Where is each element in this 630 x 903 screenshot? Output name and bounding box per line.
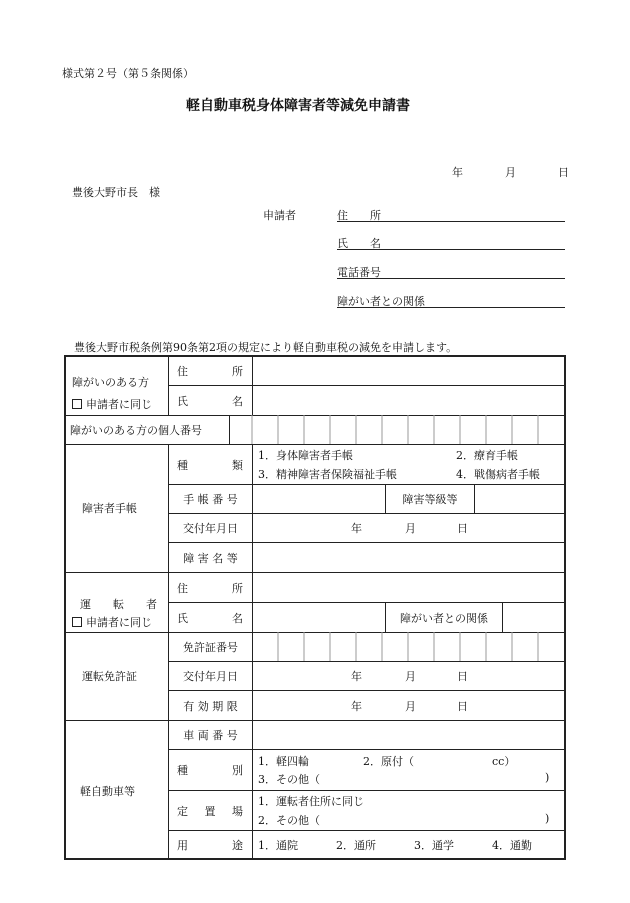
handbook-issue-year: 年 — [351, 522, 362, 535]
vehicle-plate-label: 車 両 番 号 — [183, 729, 238, 742]
applicant-relation-field[interactable] — [337, 307, 565, 308]
handbook-issue-date-label: 交付年月日 — [183, 522, 238, 535]
disabled-address-label — [177, 356, 243, 385]
label-char: 氏 — [177, 394, 188, 408]
page-title: 軽自動車税身体障害者等減免申請書 — [186, 98, 410, 114]
license-issue-month: 月 — [405, 670, 416, 683]
label-char: 置 — [204, 804, 216, 818]
handbook-type-label — [177, 445, 243, 484]
applicant-address-label: 住 所 — [337, 209, 381, 222]
handbook-type-option[interactable]: 2．療育手帳 — [456, 449, 518, 462]
vehicle-storage-close-paren: ) — [545, 812, 550, 825]
vehicle-use-label — [177, 831, 243, 858]
driver-same-as-applicant[interactable] — [72, 614, 152, 630]
personal-number-label: 障がいのある方の個人番号 — [70, 424, 202, 437]
license-expiry-month: 月 — [405, 699, 416, 713]
vehicle-type-option-kei[interactable]: 1．軽四輪 — [258, 755, 309, 768]
label-char: 別 — [232, 764, 243, 777]
vehicle-type-label — [177, 750, 243, 790]
applicant-phone-field[interactable] — [337, 278, 565, 279]
col-line — [474, 484, 475, 513]
vehicle-type-option-other[interactable]: 3．その他（ — [258, 773, 320, 786]
handbook-type-option[interactable]: 4．戦傷病者手帳 — [456, 468, 540, 481]
label-char: 住 — [177, 364, 188, 378]
handbook-type-option[interactable]: 3．精神障害者保険福祉手帳 — [258, 468, 397, 481]
license-expiry-year: 年 — [351, 699, 362, 713]
date-day-label: 日 — [558, 166, 569, 179]
license-issue-year: 年 — [351, 670, 362, 683]
disabled-person-header: 障がいのある方 — [72, 376, 149, 389]
col-line — [502, 602, 503, 632]
col-line — [252, 355, 253, 415]
handbook-type-option[interactable]: 1．身体障害者手帳 — [258, 449, 353, 462]
vehicle-use-option[interactable]: 3．通学 — [414, 838, 454, 852]
label-char: 所 — [232, 581, 243, 595]
vehicle-type-close-paren: ) — [545, 771, 550, 784]
license-number-boxes[interactable] — [252, 632, 565, 661]
driver-relation-label: 障がい者との関係 — [400, 611, 488, 625]
driver-address-label — [177, 573, 243, 602]
label-char: 途 — [232, 838, 243, 852]
date-month-label: 月 — [505, 166, 516, 179]
same-as-applicant-label: 申請者に同じ — [86, 616, 152, 629]
disability-name-label: 障 害 名 等 — [183, 551, 238, 565]
label-char: 種 — [177, 458, 188, 472]
vehicle-type-option-moped[interactable]: 2．原付（ — [363, 755, 414, 768]
col-line — [168, 355, 169, 415]
handbook-issue-day: 日 — [457, 522, 468, 535]
driver-header: 運 転 者 — [80, 598, 157, 611]
label-char: 住 — [177, 581, 188, 595]
label-char: 種 — [177, 764, 188, 777]
same-as-applicant-checkbox[interactable] — [72, 617, 82, 627]
disabled-name-label — [177, 386, 243, 415]
vehicle-type-cc: cc） — [492, 755, 516, 768]
label-char: 氏 — [177, 611, 188, 625]
row-line — [64, 444, 566, 445]
handbook-header: 障害者手帳 — [82, 502, 137, 515]
table-border-top — [64, 355, 566, 357]
row-line — [64, 572, 566, 573]
label-char: 所 — [232, 364, 243, 378]
applicant-name-label: 氏 名 — [337, 237, 381, 250]
form-number: 様式第２号（第５条関係） — [62, 67, 194, 80]
statement: 豊後大野市税条例第90条第2項の規定により軽自動車税の減免を申請します。 — [74, 341, 458, 354]
table-border-left — [64, 355, 66, 860]
vehicle-header: 軽自動車等 — [80, 785, 135, 798]
handbook-issue-month: 月 — [405, 522, 416, 535]
label-char: 類 — [232, 458, 243, 472]
vehicle-use-option[interactable]: 4．通勤 — [492, 838, 532, 852]
applicant-label: 申請者 — [263, 209, 296, 222]
applicant-phone-label: 電話番号 — [337, 266, 381, 279]
label-char: 名 — [232, 394, 243, 408]
label-char: 定 — [177, 804, 188, 818]
label-char: 用 — [177, 838, 188, 852]
vehicle-storage-label — [177, 791, 243, 830]
addressee: 豊後大野市長 様 — [72, 186, 160, 199]
license-issue-date-label: 交付年月日 — [183, 670, 238, 683]
same-as-applicant-label: 申請者に同じ — [86, 398, 152, 411]
personal-number-boxes[interactable] — [229, 415, 565, 444]
same-as-applicant-checkbox[interactable] — [72, 399, 82, 409]
vehicle-use-option[interactable]: 2．通所 — [336, 838, 376, 852]
table-border-bottom — [64, 858, 566, 860]
applicant-name-field[interactable] — [337, 249, 565, 250]
license-number-label: 免許証番号 — [183, 641, 238, 654]
handbook-grade-label: 障害等級等 — [402, 493, 458, 506]
vehicle-storage-option-same[interactable]: 1．運転者住所に同じ — [258, 795, 364, 808]
vehicle-use-option[interactable]: 1．通院 — [258, 838, 298, 852]
row-line — [64, 720, 566, 721]
vehicle-storage-option-other[interactable]: 2．その他（ — [258, 814, 320, 827]
driver-name-label — [177, 603, 243, 632]
license-issue-day: 日 — [457, 670, 468, 683]
label-char: 名 — [232, 611, 243, 625]
handbook-number-label: 手 帳 番 号 — [183, 493, 238, 506]
date-year-label: 年 — [452, 166, 463, 179]
label-char: 場 — [232, 804, 243, 818]
license-expiry-day: 日 — [457, 699, 468, 713]
applicant-relation-label: 障がい者との関係 — [337, 295, 425, 308]
license-header: 運転免許証 — [82, 670, 137, 683]
applicant-address-field[interactable] — [337, 221, 565, 222]
disabled-same-as-applicant[interactable] — [72, 396, 152, 412]
license-expiry-label: 有 効 期 限 — [183, 699, 238, 713]
